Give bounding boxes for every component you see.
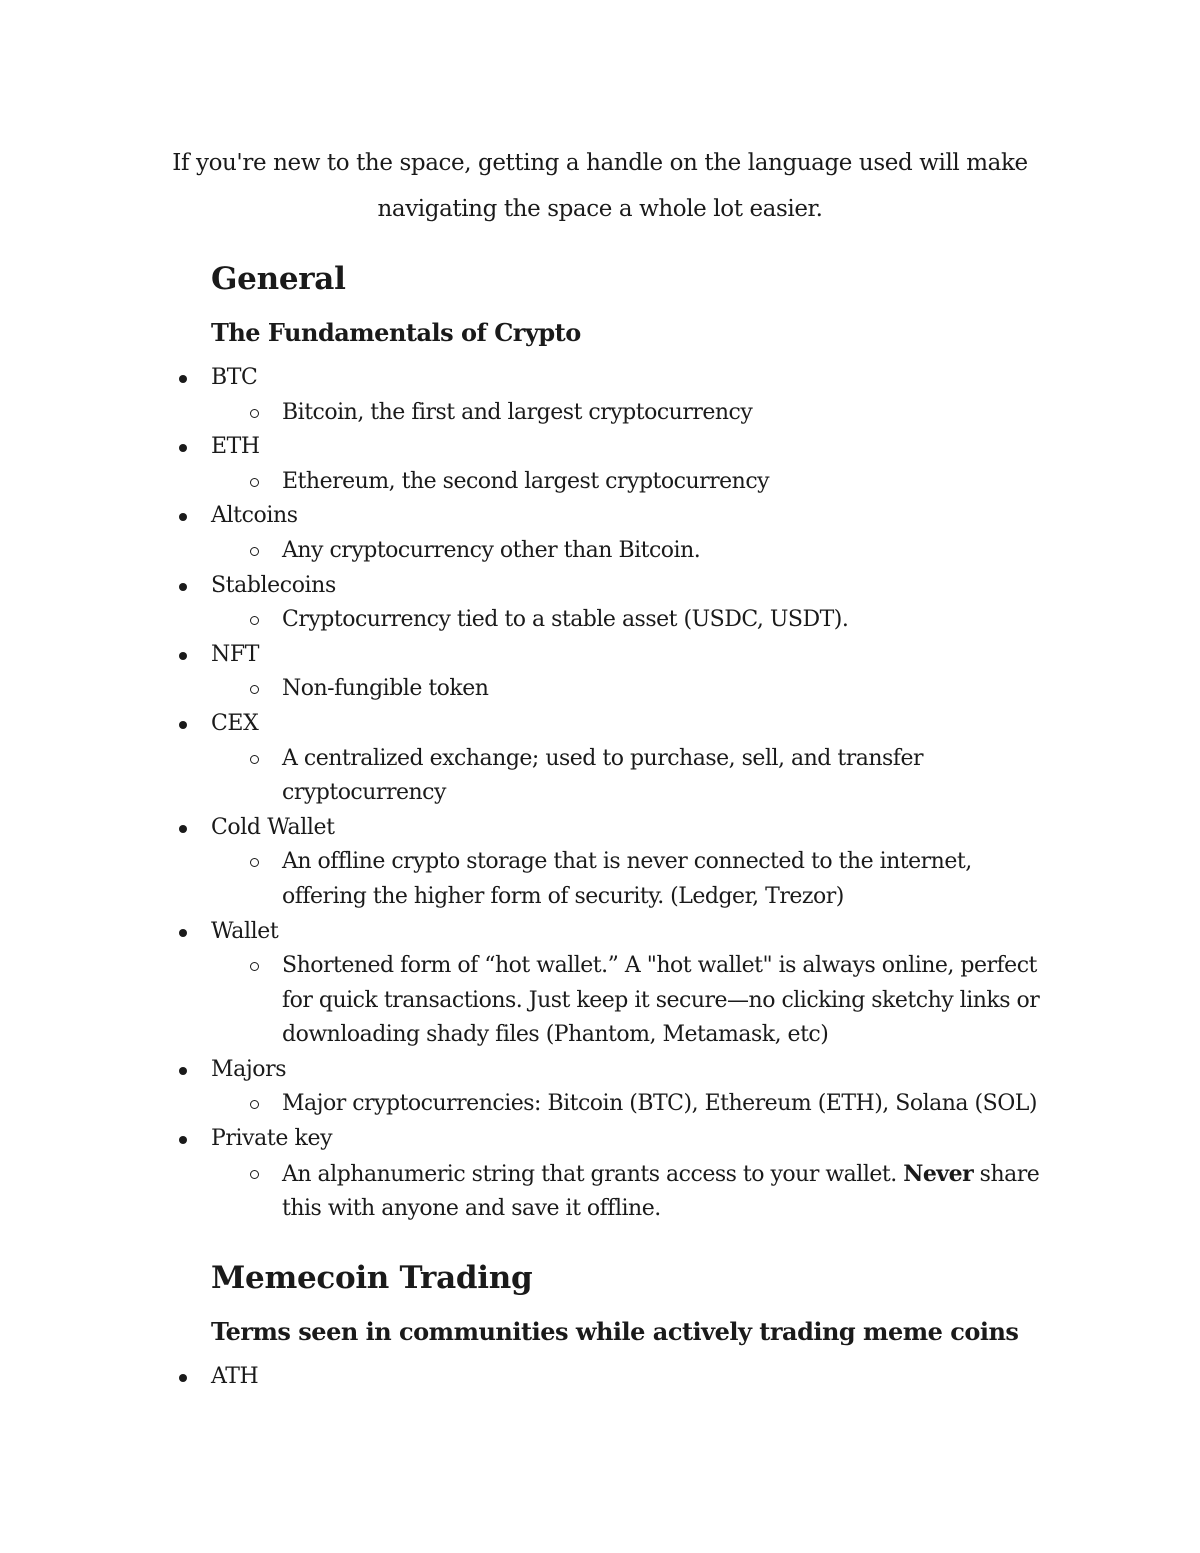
term-label: Cold Wallet [0, 811, 1200, 846]
list-item [0, 811, 1200, 915]
list-item [0, 361, 1200, 430]
list-item [0, 430, 1200, 499]
term-definition: Cryptocurrency tied to a stable asset (USDC, USDT). [0, 603, 1062, 638]
section-subheading-community-terms: Terms seen in communities while actively trading meme coins [211, 1317, 1019, 1346]
list-item [0, 1122, 1200, 1227]
section-heading-general: General [211, 261, 346, 297]
term-label: ETH [0, 430, 1200, 465]
term-definition: An offline crypto storage that is never connected to the internet, offering the higher form of security. (Ledger, Trezor) [0, 845, 1062, 914]
term-definition: Major cryptocurrencies: Bitcoin (BTC), Ethereum (ETH), Solana (SOL) [0, 1087, 1062, 1122]
term-definition: Any cryptocurrency other than Bitcoin. [0, 534, 1062, 569]
list-item [0, 1053, 1200, 1122]
term-label: Wallet [0, 915, 1200, 950]
list-item [0, 915, 1200, 1053]
term-definition: Bitcoin, the first and largest cryptocurrency [0, 396, 1062, 431]
term-definition: Non-fungible token [0, 672, 1062, 707]
list-item [0, 1360, 1200, 1395]
memecoin-term-list [0, 1360, 1200, 1395]
term-label: Stablecoins [0, 569, 1200, 604]
term-label: Private key [0, 1122, 1200, 1157]
definition-text: An alphanumeric string that grants access to your wallet. [282, 1161, 904, 1187]
term-label: ATH [0, 1360, 1200, 1395]
term-definition [0, 1157, 1062, 1227]
term-label: NFT [0, 638, 1200, 673]
section-subheading-fundamentals: The Fundamentals of Crypto [211, 318, 581, 347]
term-label: CEX [0, 707, 1200, 742]
term-label: Majors [0, 1053, 1200, 1088]
section-heading-memecoin-trading: Memecoin Trading [211, 1260, 533, 1296]
list-item [0, 638, 1200, 707]
list-item [0, 707, 1200, 811]
intro-paragraph: If you're new to the space, getting a handle on the language used will make navigating the space a whole lot easier. [172, 150, 1028, 222]
term-label: Altcoins [0, 499, 1200, 534]
definition-emphasis: Never [903, 1160, 974, 1187]
list-item [0, 499, 1200, 568]
term-definition: Shortened form of “hot wallet.” A "hot wallet" is always online, perfect for quick transactions. Just keep it secure—no clicking sketchy links or downloading shady files (Phantom, Metamask, etc) [0, 949, 1062, 1053]
list-item [0, 569, 1200, 638]
term-label: BTC [0, 361, 1200, 396]
term-definition: Ethereum, the second largest cryptocurrency [0, 465, 1062, 500]
definition-text: share this with anyone and save it offline. [282, 1161, 1040, 1222]
general-term-list [0, 361, 1200, 1227]
term-definition: A centralized exchange; used to purchase, sell, and transfer cryptocurrency [0, 742, 1062, 811]
